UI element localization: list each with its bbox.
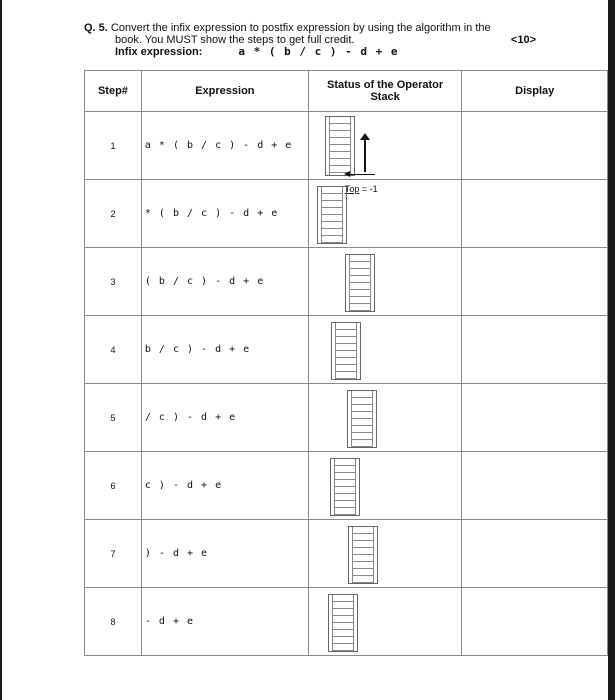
- display-cell[interactable]: [462, 452, 608, 520]
- display-cell[interactable]: [462, 112, 608, 180]
- worksheet-page: [2, 0, 608, 700]
- stack-diagram-icon: [317, 186, 347, 244]
- display-cell[interactable]: [462, 588, 608, 656]
- step-number: 1: [85, 112, 142, 180]
- stack-status-cell[interactable]: [308, 248, 462, 316]
- table-row: [85, 452, 608, 520]
- step-number: 8: [85, 588, 142, 656]
- table-row: [85, 588, 608, 656]
- question-block: [84, 22, 544, 58]
- header-display: Display: [462, 71, 608, 112]
- stack-diagram-icon: [331, 322, 361, 380]
- header-row: [85, 71, 608, 112]
- top-label-value: = -1: [359, 184, 378, 194]
- question-number: Q. 5.: [84, 22, 108, 34]
- table-row: [85, 520, 608, 588]
- stack-status-cell[interactable]: [308, 520, 462, 588]
- expression-cell: / c ) - d + e: [141, 384, 308, 452]
- display-cell[interactable]: [462, 248, 608, 316]
- header-expression: Expression: [141, 71, 308, 112]
- stack-status-cell: [308, 112, 462, 194]
- stack-diagram-icon: [348, 526, 378, 584]
- stack-diagram-icon: [325, 116, 355, 176]
- stack-diagram-icon: [345, 254, 375, 312]
- question-line-2: [84, 34, 544, 46]
- question-text-2: book. You MUST show the steps to get full credit.: [115, 34, 355, 46]
- header-status-line2: Stack: [370, 91, 400, 103]
- infix-expression: a * ( b / c ) - d + e: [238, 45, 399, 58]
- expression-cell: * ( b / c ) - d + e: [141, 180, 308, 248]
- step-number: 4: [85, 316, 142, 384]
- question-points: <10>: [510, 34, 536, 46]
- conversion-table: [84, 70, 608, 656]
- stack-diagram-icon: [330, 458, 360, 516]
- display-cell[interactable]: [462, 316, 608, 384]
- step-number: 2: [85, 180, 142, 248]
- stack-status-cell[interactable]: [308, 384, 462, 452]
- stack-status-cell[interactable]: [308, 588, 462, 656]
- stack-status-cell[interactable]: [308, 316, 462, 384]
- expression-cell: ) - d + e: [141, 520, 308, 588]
- stack-status-cell[interactable]: [308, 180, 462, 248]
- table-row: [85, 180, 608, 248]
- expression-cell: b / c ) - d + e: [141, 316, 308, 384]
- step-number: 6: [85, 452, 142, 520]
- step-number: 5: [85, 384, 142, 452]
- table-row: [85, 112, 608, 180]
- question-line-1: [84, 22, 544, 34]
- expression-cell: c ) - d + e: [141, 452, 308, 520]
- expression-cell: a * ( b / c ) - d + e: [141, 112, 308, 180]
- stack-status-cell[interactable]: [308, 452, 462, 520]
- infix-label: Infix expression:: [115, 46, 203, 58]
- top-label-word: Top: [344, 184, 360, 194]
- stack-diagram-icon: [347, 390, 377, 448]
- top-pointer-arrow-icon: [349, 174, 375, 175]
- question-text-1: Convert the infix expression to postfix expression by using the algorithm in the: [110, 22, 491, 34]
- expression-cell: - d + e: [141, 588, 308, 656]
- display-cell[interactable]: [462, 384, 608, 452]
- step-number: 7: [85, 520, 142, 588]
- step-number: 3: [85, 248, 142, 316]
- push-arrow-icon: [364, 139, 366, 172]
- table-row: [85, 316, 608, 384]
- expression-cell: ( b / c ) - d + e: [141, 248, 308, 316]
- header-step: Step#: [85, 71, 142, 112]
- table-row: [85, 248, 608, 316]
- header-status: [308, 71, 462, 112]
- stack-diagram-icon: [328, 594, 358, 652]
- header-status-line1: Status of the Operator: [327, 79, 444, 91]
- display-cell[interactable]: [462, 180, 608, 248]
- display-cell[interactable]: [462, 520, 608, 588]
- table-row: [85, 384, 608, 452]
- infix-line: [84, 46, 544, 58]
